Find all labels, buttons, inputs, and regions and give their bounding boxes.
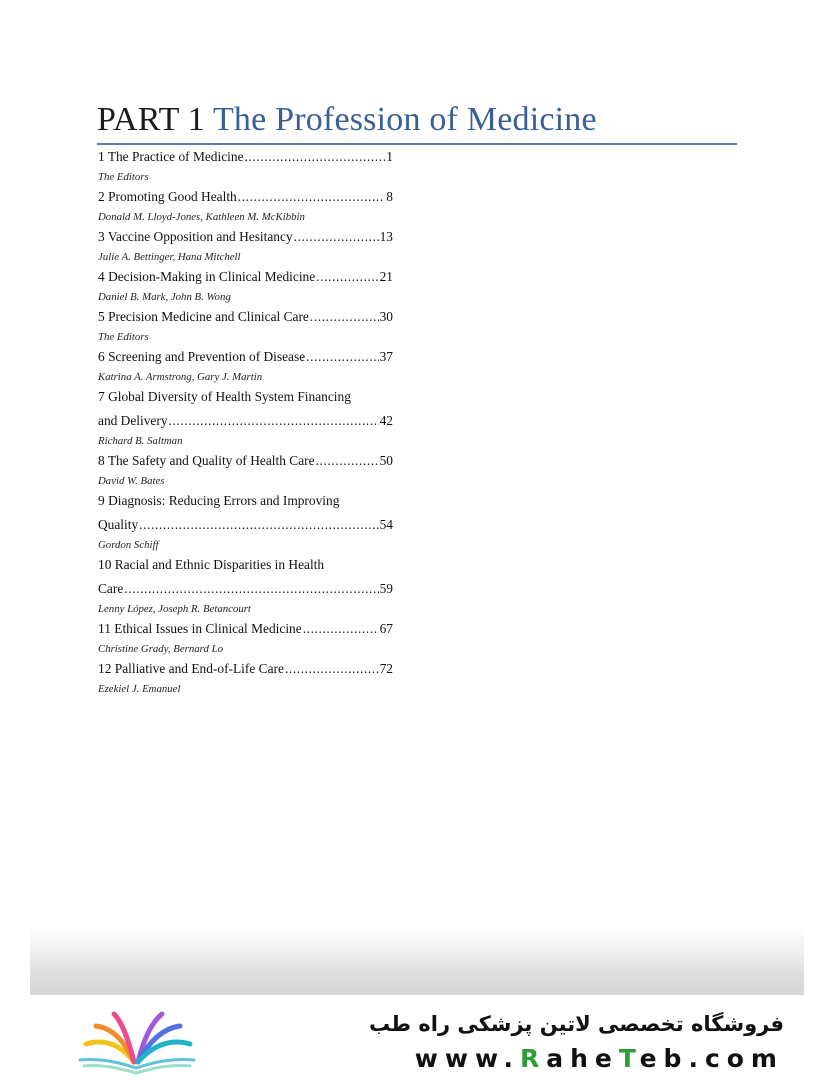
- chapter-title: Vaccine Opposition and Hesitancy: [107, 229, 293, 244]
- page-number: 67: [379, 621, 393, 636]
- toc-chapter-link-continued[interactable]: [98, 410, 393, 432]
- toc-chapter-link[interactable]: [98, 266, 393, 288]
- chapter-authors: The Editors: [98, 171, 149, 183]
- toc-chapter-link[interactable]: [98, 146, 393, 168]
- chapter-authors: Katrina A. Armstrong, Gary J. Martin: [98, 371, 263, 383]
- store-name: فروشگاه تخصصی لاتین پزشکی راه طب: [369, 1012, 784, 1036]
- dot-leader: [124, 578, 378, 600]
- toc-entry: [98, 146, 393, 186]
- dot-leader: [238, 186, 386, 208]
- toc-entry: [98, 618, 393, 658]
- page-number: 42: [379, 413, 393, 428]
- chapter-title: Promoting Good Health: [108, 189, 237, 204]
- open-book-rainbow-icon: [72, 1008, 202, 1078]
- dot-leader: [310, 306, 379, 328]
- chapter-number: 11: [98, 621, 111, 636]
- chapter-title: Racial and Ethnic Disparities in Health: [114, 557, 325, 572]
- chapter-title: Precision Medicine and Clinical Care: [108, 309, 309, 324]
- toc-chapter-link[interactable]: [98, 186, 393, 208]
- chapter-authors: Donald M. Lloyd-Jones, Kathleen M. McKibbin: [98, 211, 305, 223]
- page-number: 13: [379, 229, 393, 244]
- page-number: 1: [386, 149, 393, 164]
- toc-chapter-link[interactable]: [98, 346, 393, 368]
- part-label: PART 1: [97, 101, 205, 138]
- chapter-number: 3: [98, 229, 105, 244]
- toc-entry: [98, 226, 393, 266]
- dot-leader: [245, 146, 386, 168]
- chapter-title-continued: and Delivery: [98, 413, 168, 428]
- page-number: 21: [379, 269, 393, 284]
- chapter-title: Diagnosis: Reducing Errors and Improving: [108, 493, 340, 508]
- chapter-authors: Daniel B. Mark, John B. Wong: [98, 291, 231, 303]
- toc-entry: [98, 554, 393, 618]
- chapter-title: The Safety and Quality of Health Care: [107, 453, 315, 468]
- toc-entry: [98, 490, 393, 554]
- page-number: 37: [379, 349, 393, 364]
- dot-leader: [316, 450, 379, 472]
- chapter-number: 5: [98, 309, 105, 324]
- url-accent-r: R: [519, 1044, 547, 1073]
- chapter-number: 10: [98, 557, 112, 572]
- chapter-title-continued: Quality: [98, 517, 139, 532]
- chapter-authors: Ezekiel J. Emanuel: [98, 683, 181, 695]
- chapter-number: 8: [98, 453, 105, 468]
- chapter-title: Palliative and End-of-Life Care: [114, 661, 284, 676]
- page-number: 50: [379, 453, 393, 468]
- chapter-number: 1: [98, 149, 105, 164]
- toc-chapter-link[interactable]: [98, 306, 393, 328]
- url-accent-t: T: [618, 1044, 640, 1073]
- url-prefix: www.: [414, 1044, 520, 1073]
- toc-entry: [98, 306, 393, 346]
- page-header: [97, 100, 737, 140]
- dot-leader: [316, 266, 378, 288]
- chapter-number: 6: [98, 349, 105, 364]
- part-name: The Profession of Medicine: [212, 101, 597, 138]
- page-number: 54: [379, 517, 393, 532]
- toc-chapter-link[interactable]: [98, 490, 393, 512]
- chapter-title: The Practice of Medicine: [107, 149, 244, 164]
- footer-shadow-band: [30, 925, 804, 995]
- table-of-contents: [98, 146, 393, 698]
- chapter-authors: Richard B. Saltman: [98, 435, 183, 447]
- chapter-authors: Julie A. Bettinger, Hana Mitchell: [98, 251, 241, 263]
- toc-chapter-link-continued[interactable]: [98, 578, 393, 600]
- toc-chapter-link[interactable]: [98, 386, 393, 408]
- toc-entry: [98, 450, 393, 490]
- toc-entry: [98, 186, 393, 226]
- toc-entry: [98, 658, 393, 698]
- chapter-number: 9: [98, 493, 105, 508]
- dot-leader: [139, 514, 378, 536]
- title-rule: [97, 143, 737, 145]
- chapter-number: 7: [98, 389, 105, 404]
- chapter-authors: The Editors: [98, 331, 149, 343]
- dot-leader: [285, 658, 379, 680]
- toc-chapter-link[interactable]: [98, 226, 393, 248]
- toc-chapter-link-continued[interactable]: [98, 514, 393, 536]
- page-number: 72: [379, 661, 393, 676]
- chapter-number: 12: [98, 661, 112, 676]
- page-number: 8: [386, 189, 393, 204]
- chapter-authors: Christine Grady, Bernard Lo: [98, 643, 223, 655]
- chapter-title: Global Diversity of Health System Financing: [108, 389, 351, 404]
- page-number: 30: [379, 309, 393, 324]
- toc-chapter-link[interactable]: [98, 450, 393, 472]
- chapter-authors: Lenny López, Joseph R. Betancourt: [98, 603, 251, 615]
- toc-entry: [98, 346, 393, 386]
- chapter-title: Ethical Issues in Clinical Medicine: [114, 621, 302, 636]
- dot-leader: [169, 410, 379, 432]
- toc-entry: [98, 386, 393, 450]
- toc-chapter-link[interactable]: [98, 554, 393, 576]
- chapter-title: Screening and Prevention of Disease: [108, 349, 306, 364]
- chapter-number: 4: [98, 269, 105, 284]
- toc-chapter-link[interactable]: [98, 618, 393, 640]
- toc-entry: [98, 266, 393, 306]
- store-url[interactable]: [415, 1044, 784, 1073]
- toc-chapter-link[interactable]: [98, 658, 393, 680]
- page-title: [97, 100, 737, 140]
- dot-leader: [306, 346, 378, 368]
- url-suffix: eb.com: [639, 1044, 784, 1073]
- dot-leader: [294, 226, 379, 248]
- chapter-number: 2: [98, 189, 105, 204]
- url-mid: ahe: [546, 1044, 619, 1073]
- chapter-title-continued: Care: [98, 581, 124, 596]
- chapter-title: Decision-Making in Clinical Medicine: [108, 269, 316, 284]
- page-number: 59: [379, 581, 393, 596]
- chapter-authors: Gordon Schiff: [98, 539, 159, 551]
- dot-leader: [303, 618, 379, 640]
- chapter-authors: David W. Bates: [98, 475, 165, 487]
